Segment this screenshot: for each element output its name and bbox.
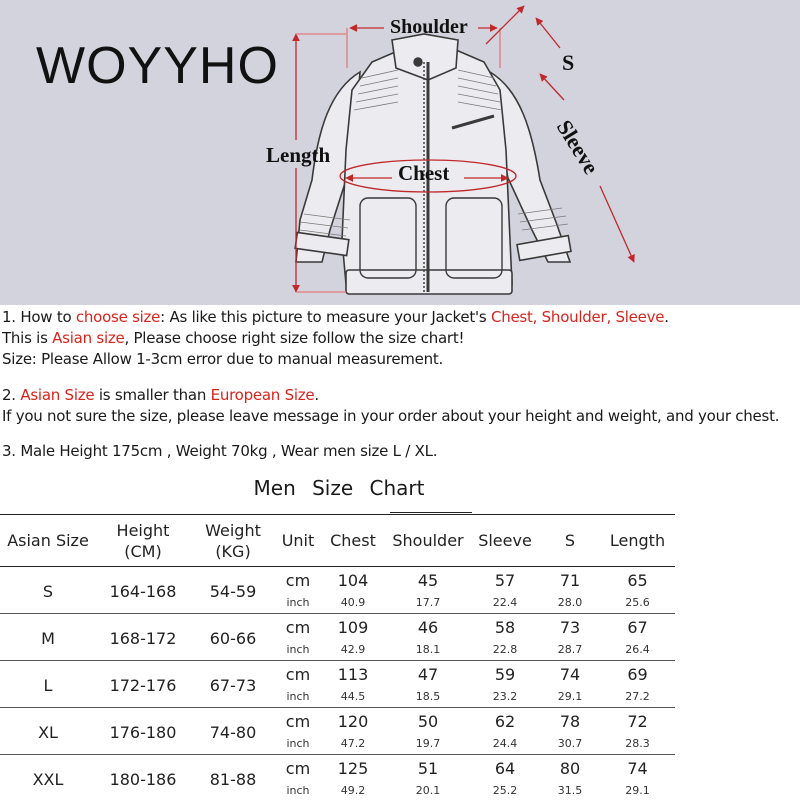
cell-unit-inch: inch [286, 643, 310, 656]
row-divider [0, 613, 675, 614]
cell-unit-cm: cm [285, 712, 311, 731]
note-line-3: Size: Please Allow 1-3cm error due to manual measurement. [2, 350, 444, 368]
cell-chest-cm: 109 [337, 618, 369, 637]
cell-sleeve-cm: 57 [494, 571, 516, 590]
cell-unit-cm: cm [285, 665, 311, 684]
cell-length-inch: 26.4 [625, 643, 650, 656]
cell-shoulder-inch: 18.5 [415, 690, 441, 703]
cell-weight: 54-59 [209, 582, 257, 601]
cell-unit-cm: cm [285, 759, 311, 778]
header-asian-size: Asian Size [7, 531, 89, 550]
table-top-rule [0, 514, 675, 515]
cell-size: XXL [32, 770, 64, 789]
cell-size: XL [38, 723, 58, 742]
cell-length-cm: 69 [627, 665, 648, 684]
cell-chest-inch: 44.5 [340, 690, 366, 703]
cell-weight: 67-73 [209, 676, 257, 695]
row-divider [0, 754, 675, 755]
cell-shoulder-inch: 17.7 [415, 596, 441, 609]
table-header-accent [390, 512, 472, 513]
note-line-5: If you not sure the size, please leave message in your order about your height and weight, and your chest. [2, 407, 780, 425]
note-line-6: 3. Male Height 175cm , Weight 70kg , Wear men size L / XL. [2, 442, 438, 460]
cell-s-cm: 71 [559, 571, 581, 590]
cell-chest-cm: 125 [337, 759, 369, 778]
cell-sleeve-cm: 59 [494, 665, 516, 684]
cell-size: L [43, 676, 53, 695]
cell-shoulder-cm: 51 [417, 759, 439, 778]
header-height: Height (CM) [116, 521, 170, 561]
brand-logo: WOYYHO [36, 37, 279, 95]
cell-length-cm: 65 [627, 571, 648, 590]
cell-length-inch: 28.3 [625, 737, 650, 750]
cell-unit-cm: cm [285, 618, 311, 637]
cell-weight: 81-88 [209, 770, 257, 789]
cell-sleeve-inch: 24.4 [492, 737, 518, 750]
cell-s-cm: 78 [559, 712, 581, 731]
cell-length-cm: 67 [627, 618, 648, 637]
cell-sleeve-inch: 25.2 [492, 784, 518, 797]
chart-title: Men Size Chart [253, 476, 425, 500]
header-sleeve: Sleeve [478, 531, 532, 550]
s-label: S [562, 50, 575, 75]
cell-shoulder-inch: 18.1 [415, 643, 441, 656]
sleeve-label: Sleeve [551, 115, 605, 179]
cell-height: 180-186 [109, 770, 177, 789]
cell-chest-inch: 40.9 [340, 596, 366, 609]
cell-shoulder-cm: 46 [417, 618, 439, 637]
cell-sleeve-inch: 23.2 [492, 690, 518, 703]
cell-shoulder-cm: 47 [417, 665, 439, 684]
note-line-2: This is Asian size, Please choose right size follow the size chart! [2, 329, 465, 347]
cell-size: S [42, 582, 54, 601]
note-line-4: 2. Asian Size is smaller than European Size. [2, 386, 319, 404]
cell-height: 168-172 [109, 629, 177, 648]
chest-label: Chest [398, 161, 450, 185]
cell-sleeve-cm: 58 [494, 618, 516, 637]
cell-s-cm: 73 [559, 618, 581, 637]
cell-s-inch: 30.7 [557, 737, 583, 750]
cell-chest-cm: 104 [337, 571, 369, 590]
cell-s-inch: 28.7 [557, 643, 583, 656]
cell-length-inch: 25.6 [625, 596, 650, 609]
header-shoulder: Shoulder [392, 531, 464, 550]
cell-sleeve-inch: 22.4 [492, 596, 518, 609]
header-chest: Chest [330, 531, 376, 550]
cell-s-cm: 74 [559, 665, 581, 684]
length-label: Length [266, 143, 331, 167]
header-s: S [564, 531, 576, 550]
cell-shoulder-cm: 50 [417, 712, 439, 731]
cell-weight: 60-66 [209, 629, 257, 648]
cell-sleeve-cm: 62 [494, 712, 516, 731]
cell-size: M [41, 629, 55, 648]
cell-unit-inch: inch [286, 690, 310, 703]
header-length: Length [609, 531, 666, 550]
cell-length-inch: 29.1 [625, 784, 650, 797]
cell-unit-inch: inch [286, 784, 310, 797]
cell-length-inch: 27.2 [625, 690, 650, 703]
cell-unit-inch: inch [286, 737, 310, 750]
cell-chest-cm: 120 [337, 712, 369, 731]
cell-chest-inch: 42.9 [340, 643, 366, 656]
cell-height: 176-180 [109, 723, 177, 742]
cell-unit-cm: cm [285, 571, 311, 590]
cell-shoulder-inch: 19.7 [415, 737, 441, 750]
row-divider [0, 707, 675, 708]
cell-s-inch: 28.0 [557, 596, 583, 609]
cell-s-inch: 31.5 [557, 784, 583, 797]
cell-length-cm: 72 [627, 712, 648, 731]
cell-length-cm: 74 [627, 759, 648, 778]
measurement-banner [0, 0, 800, 305]
size-notes [2, 307, 800, 462]
cell-shoulder-inch: 20.1 [415, 784, 441, 797]
header-unit: Unit [281, 531, 315, 550]
header-weight: Weight (KG) [205, 521, 261, 561]
cell-unit-inch: inch [286, 596, 310, 609]
note-line-1: 1. How to choose size: As like this picture to measure your Jacket's Chest, Shoulder, Sleeve. [2, 308, 669, 326]
cell-shoulder-cm: 45 [417, 571, 439, 590]
cell-chest-cm: 113 [337, 665, 369, 684]
cell-s-cm: 80 [559, 759, 581, 778]
cell-chest-inch: 49.2 [340, 784, 366, 797]
cell-sleeve-inch: 22.8 [492, 643, 518, 656]
cell-s-inch: 29.1 [557, 690, 583, 703]
cell-weight: 74-80 [209, 723, 257, 742]
shoulder-label: Shoulder [390, 16, 468, 38]
cell-chest-inch: 47.2 [340, 737, 366, 750]
row-divider [0, 566, 675, 567]
cell-sleeve-cm: 64 [494, 759, 516, 778]
row-divider [0, 660, 675, 661]
cell-height: 172-176 [109, 676, 177, 695]
cell-height: 164-168 [109, 582, 177, 601]
